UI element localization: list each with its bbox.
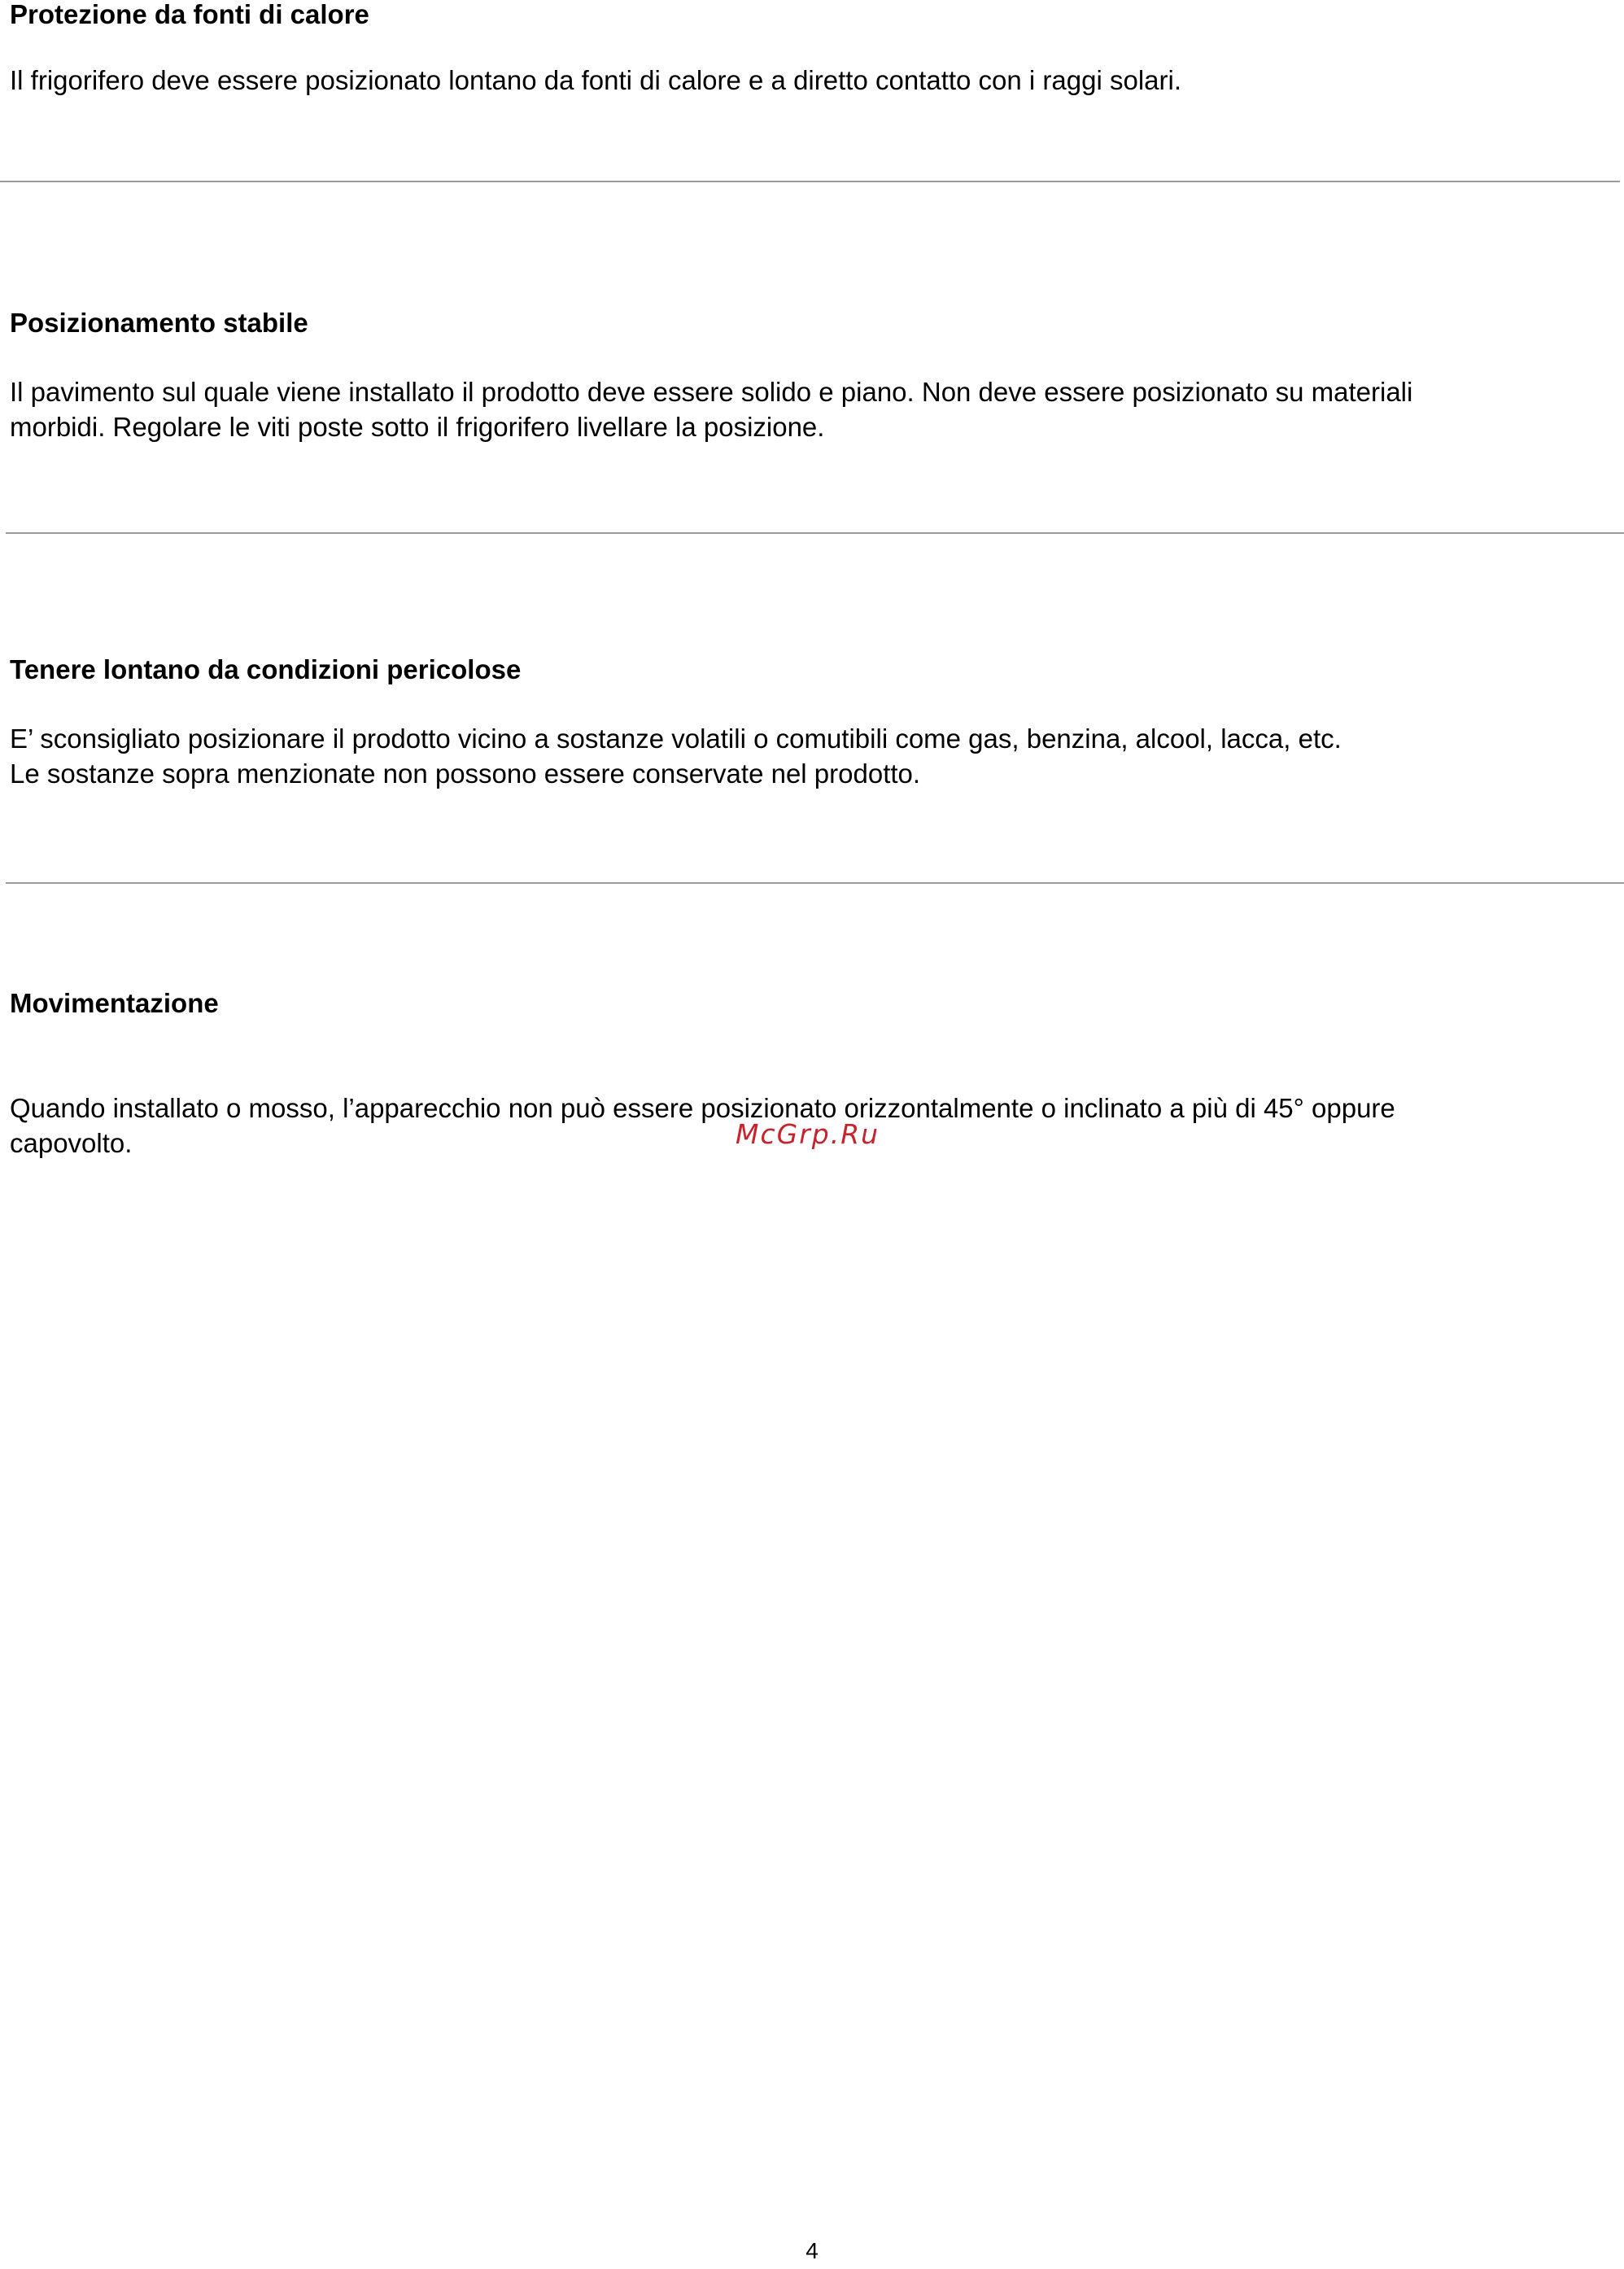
section-divider <box>6 532 1624 534</box>
text-line: Il frigorifero deve essere posizionato lontano da fonti di calore e a diretto contatto con i raggi solari. <box>10 65 1181 95</box>
text-line: E’ sconsigliato posizionare il prodotto vicino a sostanze volatili o comutibili come gas, benzina, alcool, lacca, etc. <box>10 724 1342 754</box>
section-heading-handling: Movimentazione <box>10 988 219 1018</box>
section-heading-stable-positioning: Posizionamento stabile <box>10 308 308 338</box>
text-line: Il pavimento sul quale viene installato il prodotto deve essere solido e piano. Non deve essere posizionato su materiali <box>10 377 1413 407</box>
text-line: capovolto. <box>10 1128 133 1158</box>
page-number: 4 <box>805 2238 819 2263</box>
watermark: McGrp.Ru <box>736 1118 880 1150</box>
text-line: morbidi. Regolare le viti poste sotto il frigorifero livellare la posizione. <box>10 412 825 442</box>
section-heading-hazardous-conditions: Tenere lontano da condizioni pericolose <box>10 654 522 684</box>
text-line: Quando installato o mosso, l’apparecchio non può essere posizionato orizzontalmente o inclinato a più di 45° oppure <box>10 1093 1395 1123</box>
text-line: Le sostanze sopra menzionate non possono essere conservate nel prodotto. <box>10 759 921 789</box>
section-text-hazardous-conditions <box>10 721 1604 791</box>
section-text-heat-sources <box>10 63 1604 98</box>
section-heading-heat-sources: Protezione da fonti di calore <box>10 0 369 29</box>
section-divider <box>6 882 1624 884</box>
section-text-stable-positioning <box>10 374 1604 444</box>
section-divider <box>0 181 1620 182</box>
